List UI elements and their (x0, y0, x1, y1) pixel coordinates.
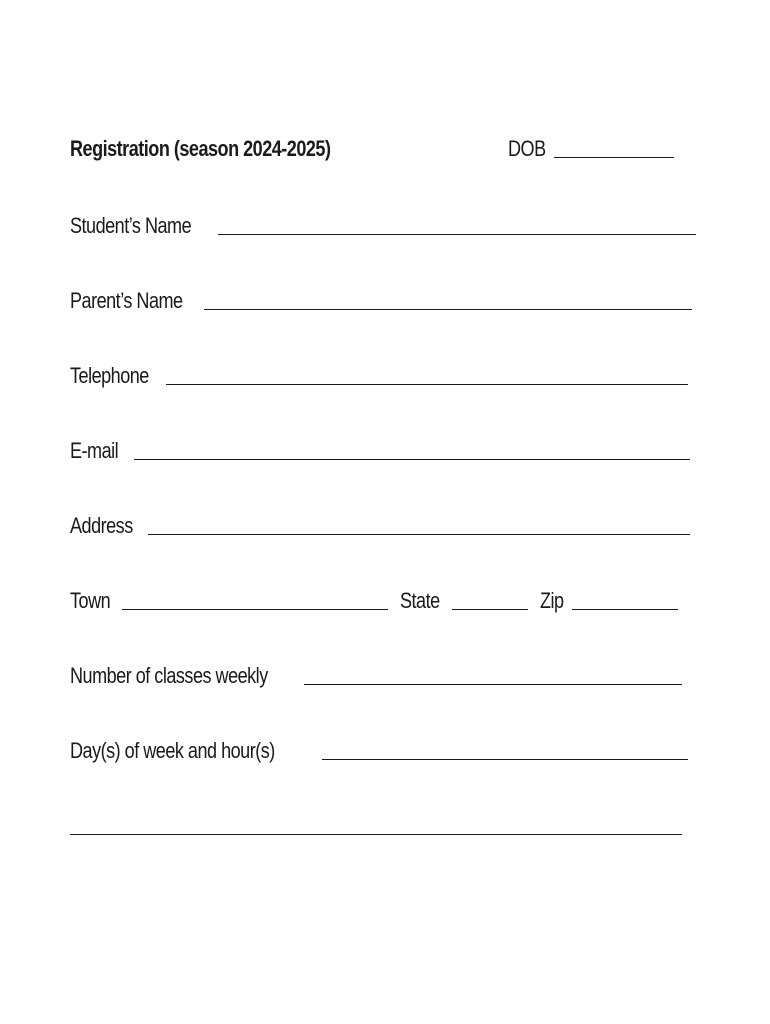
registration-form (70, 122, 700, 874)
telephone-label: Telephone (70, 363, 149, 388)
state-field[interactable] (452, 609, 528, 610)
classes-weekly-row (70, 649, 700, 689)
extra-line-field[interactable] (70, 834, 682, 835)
email-label: E-mail (70, 438, 119, 463)
telephone-row (70, 349, 700, 389)
parent-name-field[interactable] (204, 309, 692, 310)
dob-label: DOB (508, 136, 546, 161)
address-row (70, 499, 700, 539)
telephone-field[interactable] (166, 384, 688, 385)
classes-weekly-field[interactable] (304, 684, 682, 685)
extra-line-row (70, 799, 700, 839)
form-title: Registration (season 2024-2025) (70, 136, 331, 161)
student-name-field[interactable] (218, 234, 696, 235)
zip-field[interactable] (572, 609, 678, 610)
email-field[interactable] (134, 459, 690, 460)
address-label: Address (70, 513, 133, 538)
days-hours-field[interactable] (322, 759, 688, 760)
state-label: State (400, 588, 440, 613)
classes-weekly-label: Number of classes weekly (70, 663, 268, 688)
email-row (70, 424, 700, 464)
address-field[interactable] (148, 534, 690, 535)
dob-field[interactable] (554, 157, 674, 158)
parent-name-label: Parent’s Name (70, 288, 183, 313)
days-hours-label: Day(s) of week and hour(s) (70, 738, 275, 763)
town-field[interactable] (122, 609, 388, 610)
town-label: Town (70, 588, 111, 613)
student-name-label: Student’s Name (70, 213, 192, 238)
days-hours-row (70, 724, 700, 764)
town-state-zip-row (70, 574, 700, 614)
parent-name-row (70, 274, 700, 314)
student-name-row (70, 199, 700, 239)
zip-label: Zip (540, 588, 564, 613)
title-row (70, 122, 700, 162)
